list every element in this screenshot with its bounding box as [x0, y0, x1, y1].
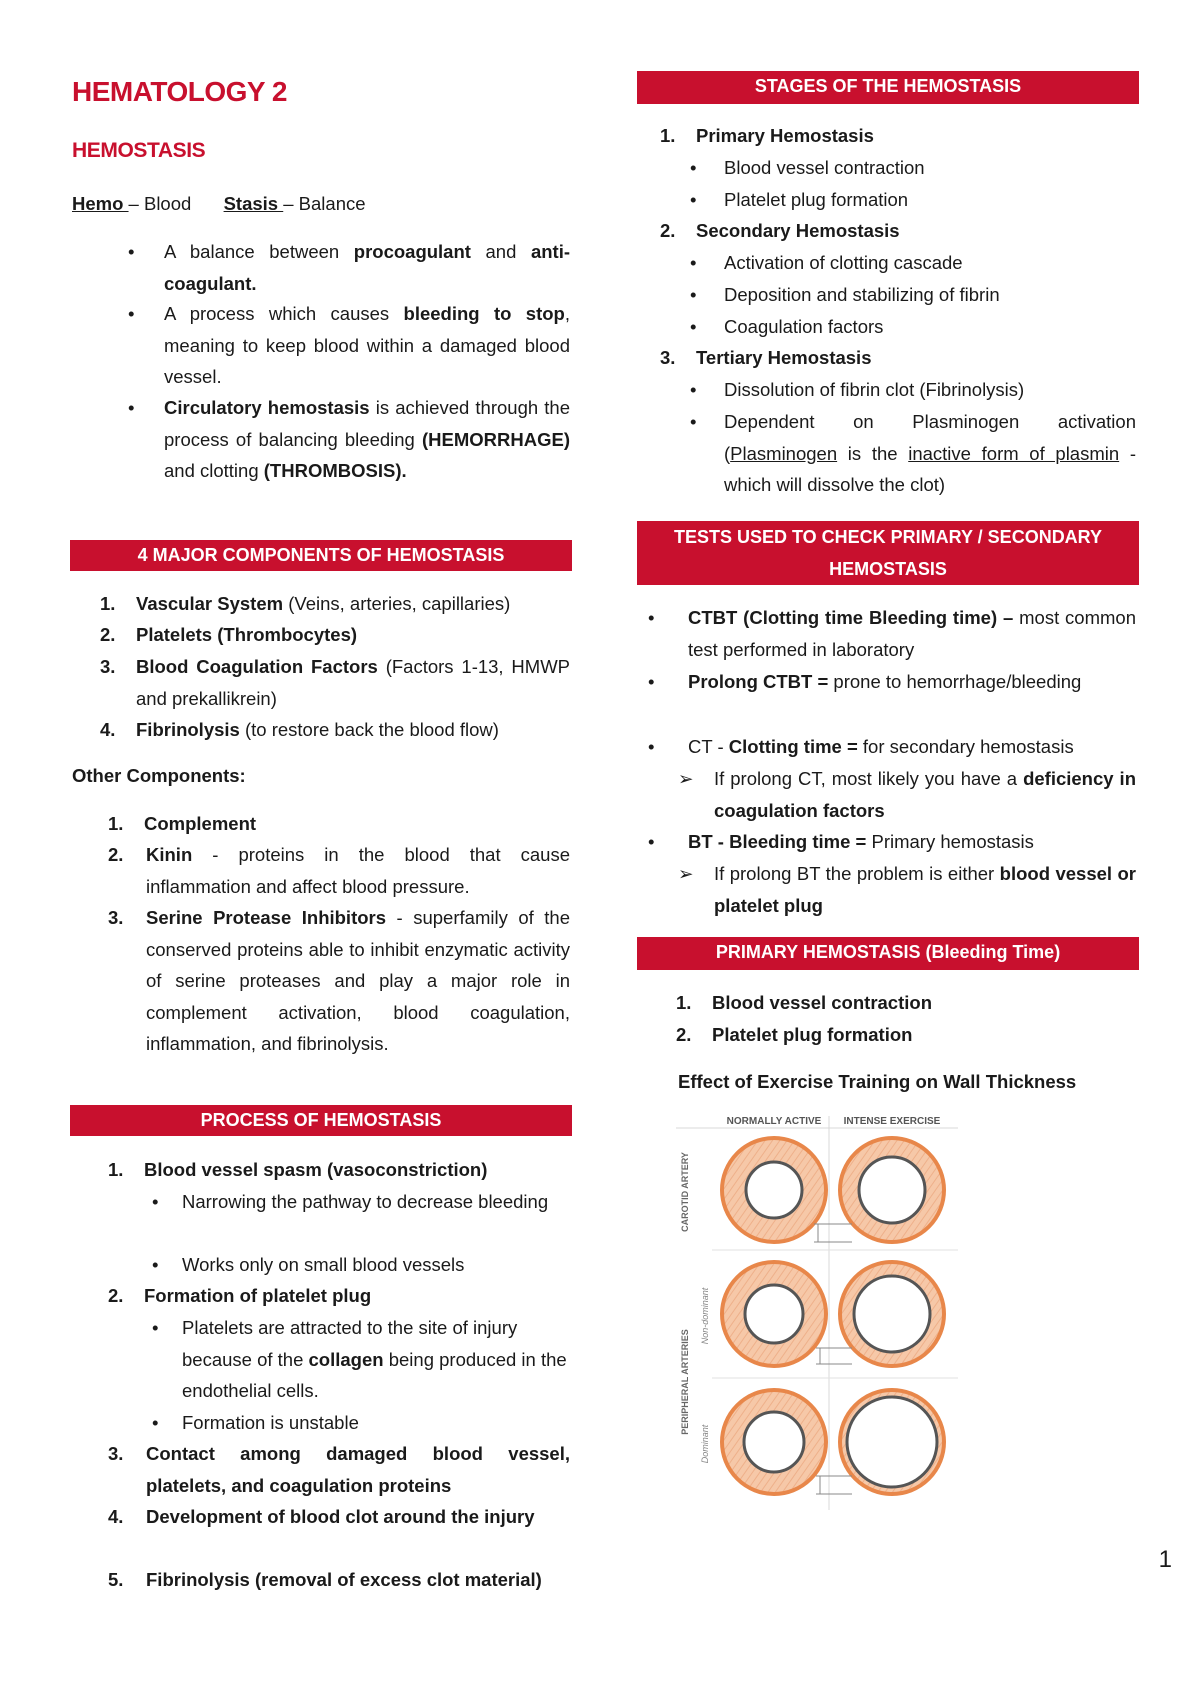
process-2-sub-2: • Formation is unstable [152, 1412, 359, 1433]
etymology-line: Hemo – Blood Stasis – Balance [72, 193, 366, 214]
stage-1-sub-1: • Blood vessel contraction [690, 157, 925, 178]
test-bullet-1: • CTBT (Clotting time Bleeding time) – most common test performed in laboratory [648, 607, 1136, 660]
intro-bullet-3: • Circulatory hemostasis is achieved through the process of balancing bleeding (HEMORRHAGE) and clotting (THROMBOSIS). [128, 397, 570, 481]
process-heading: PROCESS OF HEMOSTASIS [70, 1105, 572, 1136]
other-components-heading: Other Components: [72, 765, 246, 786]
process-1: 1. Blood vessel spasm (vasoconstriction) [108, 1159, 488, 1180]
stage-1-sub-2: • Platelet plug formation [690, 189, 909, 210]
figure-title: Effect of Exercise Training on Wall Thickness [678, 1071, 1077, 1092]
stages-heading: STAGES OF THE HEMOSTASIS [637, 71, 1139, 104]
other-3: 3. Serine Protease Inhibitors - superfamily of the conserved proteins able to inhibit enzymatic activity of serine proteases and play a major role in complement activation, blood coagulation, inflammation, and fibrinolysis. [108, 907, 571, 1054]
component-2: 2. Platelets (Thrombocytes) [100, 624, 358, 645]
test-bullet-3-sub: ➢ If prolong CT, most likely you have a deficiency in coagulation factors [678, 768, 1136, 821]
tests-heading: TESTS USED TO CHECK PRIMARY / SECONDARY HEMOSTASIS [637, 521, 1139, 585]
test-bullet-2: • Prolong CTBT = prone to hemorrhage/bleeding [648, 671, 1082, 692]
fig-col2-label: INTENSE EXERCISE [843, 1116, 941, 1127]
process-5: 5. Fibrinolysis (removal of excess clot material) [108, 1569, 542, 1590]
stage-3-sub-1: • Dissolution of fibrin clot (Fibrinolysis) [690, 379, 1025, 400]
test-bullet-3: • CT - Clotting time = for secondary hemostasis [648, 736, 1074, 757]
stage-1: 1. Primary Hemostasis [660, 125, 874, 146]
fig-row2-label: Non-dominant [700, 1287, 710, 1345]
other-1: 1. Complement [108, 813, 257, 834]
fig-group-label: PERIPHERAL ARTERIES [680, 1329, 690, 1435]
process-1-sub-2: • Works only on small blood vessels [152, 1254, 465, 1275]
page-number: 1 [1158, 1546, 1172, 1573]
section-title: HEMOSTASIS [72, 139, 206, 162]
primary-heading: PRIMARY HEMOSTASIS (Bleeding Time) [637, 937, 1139, 970]
component-4: 4. Fibrinolysis (to restore back the blood flow) [100, 719, 499, 740]
intro-bullet-2: • A process which causes bleeding to stop, meaning to keep blood within a damaged blood vessel. [128, 303, 570, 387]
stage-3-sub-2: • Dependent on Plasminogen activation (Plasminogen is the inactive form of plasmin - which will dissolve the clot) [690, 411, 1137, 495]
process-2-sub-1: • Platelets are attracted to the site of injury because of the collagen being produced in the endothelial cells. [152, 1317, 567, 1401]
stage-2-sub-1: • Activation of clotting cascade [690, 252, 963, 273]
primary-1: 1. Blood vessel contraction [676, 992, 932, 1013]
document-title: HEMATOLOGY 2 [72, 76, 287, 107]
stage-2: 2. Secondary Hemostasis [660, 220, 900, 241]
wall-thickness-figure [676, 1110, 958, 1510]
intro-bullet-1: • A balance between procoagulant and anti-coagulant. [128, 241, 570, 294]
fig-col1-label: NORMALLY ACTIVE [726, 1116, 822, 1127]
fig-row1-label: CAROTID ARTERY [680, 1152, 690, 1232]
stage-3: 3. Tertiary Hemostasis [660, 347, 872, 368]
process-2: 2. Formation of platelet plug [108, 1285, 372, 1306]
process-4: 4. Development of blood clot around the injury [108, 1506, 535, 1527]
process-3: 3. Contact among damaged blood vessel, platelets, and coagulation proteins [108, 1443, 570, 1496]
process-1-sub-1: • Narrowing the pathway to decrease bleeding [152, 1191, 549, 1212]
primary-2: 2. Platelet plug formation [676, 1024, 913, 1045]
components-heading: 4 MAJOR COMPONENTS OF HEMOSTASIS [70, 540, 572, 571]
test-bullet-4-sub: ➢ If prolong BT the problem is either blood vessel or platelet plug [678, 863, 1136, 916]
component-1: 1. Vascular System (Veins, arteries, capillaries) [100, 593, 511, 614]
fig-row3-label: Dominant [700, 1424, 710, 1464]
test-bullet-4: • BT - Bleeding time = Primary hemostasis [648, 831, 1034, 852]
component-3: 3. Blood Coagulation Factors (Factors 1-13, HMWP and prekallikrein) [100, 656, 571, 709]
other-2: 2. Kinin - proteins in the blood that cause inflammation and affect blood pressure. [108, 844, 570, 897]
stage-2-sub-3: • Coagulation factors [690, 316, 884, 337]
stage-2-sub-2: • Deposition and stabilizing of fibrin [690, 284, 1000, 305]
